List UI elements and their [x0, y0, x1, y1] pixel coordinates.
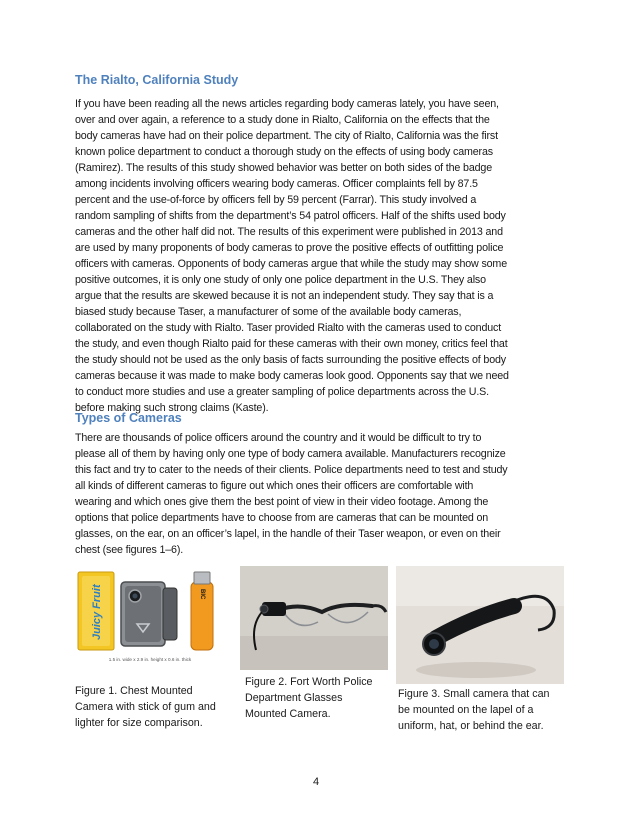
- text-line: (Ramirez). The results of this study showed behavior was better on both sides of the badge: [75, 162, 493, 174]
- caption-line: Department Glasses: [245, 692, 343, 704]
- text-line: positive outcomes, it is only one study of only one police department in the U.S. They also: [75, 274, 486, 286]
- small-camera-lens-glass: [429, 639, 439, 649]
- text-line: are used by many proponents of body cameras to prove the positive effects of outfitting police: [75, 242, 504, 254]
- text-line: please all of them by having only one type of body camera available. Manufacturers recognize: [75, 448, 506, 460]
- text-line: glasses, on the ear, on an officer’s lapel, in the handle of their Taser weapon, or even on their: [75, 528, 501, 540]
- text-line: the study should not be used as the only basis of facts surrounding the positive effects of body: [75, 354, 506, 366]
- lighter-head-shape: [194, 572, 210, 584]
- figure-2-glasses-camera-photo: [240, 566, 388, 670]
- figure-2-caption: [245, 674, 373, 722]
- caption-line: Camera with stick of gum and: [75, 701, 216, 713]
- text-line: to conduct more studies and use a greater sampling of police departments across the U.S.: [75, 386, 489, 398]
- glasses-camera-illustration: [240, 566, 388, 670]
- camera-lens-glass: [133, 594, 138, 599]
- table-surface: [240, 636, 388, 670]
- figure-3-small-camera-photo: [396, 566, 564, 684]
- page-number: 4: [313, 776, 320, 788]
- lighter-brand-label: BIC: [199, 589, 205, 600]
- text-line: the study, and even though Rialto paid for these cameras with their own money, critics feel that: [75, 338, 508, 350]
- text-line: percent and the use-of-force by officers fell by 59 percent (Farrar). This study involved a: [75, 194, 477, 206]
- figure-3-caption: [398, 686, 549, 734]
- text-line: There are thousands of police officers around the country and it would be difficult to try to: [75, 432, 482, 444]
- text-line: options that police departments have to choose from are cameras that can be mounted on: [75, 512, 489, 524]
- text-line: officers with cameras. Opponents of body cameras argue that while the study may show some: [75, 258, 507, 270]
- photo-background-highlight: [396, 566, 564, 606]
- chest-camera-illustration: [75, 568, 225, 668]
- camera-dimensions-label: 1.5 in. wide x 2.9 in. height x 0.6 in. thick: [108, 657, 192, 662]
- caption-line: uniform, hat, or behind the ear.: [398, 720, 544, 732]
- text-line: before making such strong claims (Kaste).: [75, 402, 269, 414]
- text-line: among incidents involving officers wearing body cameras. Officer complaints fell by 87.5: [75, 178, 478, 190]
- figure-1-caption: [75, 683, 216, 731]
- text-line: wearing and which ones give them the best point of view in their video footage. Among the: [75, 496, 489, 508]
- caption-line: be mounted on the lapel of a: [398, 704, 534, 716]
- text-line: all kinds of different cameras to figure out which ones their officers are comfortable with: [75, 480, 474, 492]
- paragraph-rialto-study: [75, 96, 575, 416]
- camera-clip-shape: [163, 588, 177, 640]
- text-line: collaborated on the study with Rialto. Taser provided Rialto with the cameras used to conduct: [75, 322, 502, 334]
- text-line: biased study because Taser, a manufacturer of some of the available body cameras,: [75, 306, 462, 318]
- camera-shadow-shape: [416, 662, 536, 678]
- text-line: chest (see figures 1–6).: [75, 544, 184, 556]
- text-line: this fact and try to cater to the needs of their clients. Police departments need to test and study: [75, 464, 508, 476]
- text-line: cameras and the other half did not. The results of this experiment were published in 2013 and: [75, 226, 503, 238]
- caption-line: Figure 2. Fort Worth Police: [245, 676, 373, 688]
- caption-line: Figure 1. Chest Mounted: [75, 685, 193, 697]
- gum-brand-label: Juicy Fruit: [91, 584, 103, 640]
- caption-line: Mounted Camera.: [245, 708, 331, 720]
- section-heading-types-of-cameras: Types of Cameras: [75, 411, 182, 425]
- caption-line: lighter for size comparison.: [75, 717, 203, 729]
- section-heading-rialto-study: The Rialto, California Study: [75, 73, 239, 87]
- caption-line: Figure 3. Small camera that can: [398, 688, 550, 700]
- text-line: random sampling of shifts from the department’s 54 patrol officers. Half of the shifts used body: [75, 210, 506, 222]
- figure-1-chest-camera-photo: [75, 568, 225, 668]
- text-line: known police department to conduct a thorough study on the effects of using body cameras: [75, 146, 493, 158]
- text-line: If you have been reading all the news articles regarding body cameras lately, you have seen,: [75, 98, 499, 110]
- small-camera-illustration: [396, 566, 564, 684]
- text-line: body cameras have had on their police department. The city of Rialto, California was the first: [75, 130, 498, 142]
- text-line: over and over again, a reference to a study done in Rialto, California on the effects that the: [75, 114, 490, 126]
- text-line: argue that the results are skewed because it is not an independent study. They say that is a: [75, 290, 494, 302]
- text-line: cameras because it was made to make body cameras look good. Opponents say that we need: [75, 370, 509, 382]
- paragraph-types-of-cameras: [75, 430, 575, 558]
